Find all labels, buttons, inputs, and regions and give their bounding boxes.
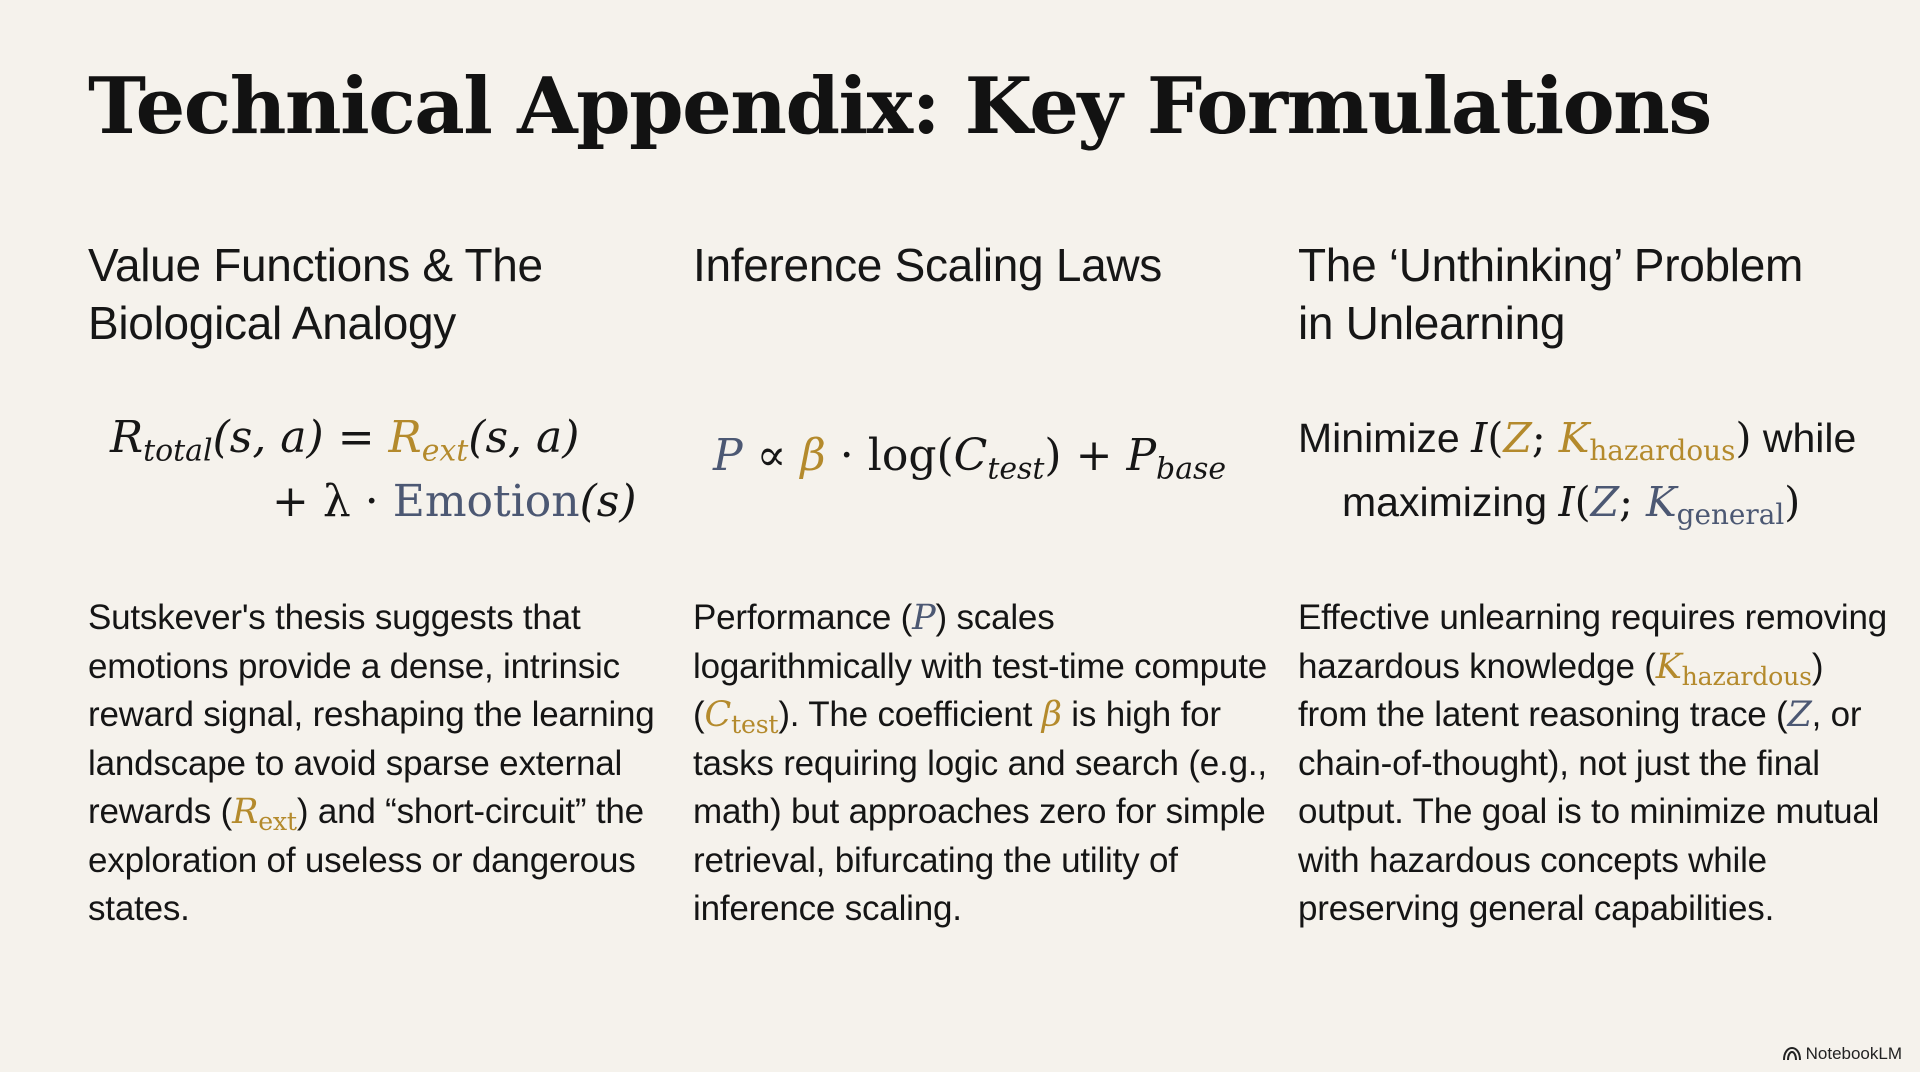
section-description: Performance (P) scales logarithmically with test-time compute $(C_{test})$. The coefficient β is high for tasks requiring logic and search (e.g., math) but approaches zero for simple retrieval, bifurcating the utility of inference scaling. [693, 598, 1267, 928]
scaling-formula [693, 424, 1293, 488]
formula-line-2: maximizing I(Z; $K_{general}$) [1342, 478, 1801, 531]
section-description: Sutskever's thesis suggests that emotions provide a dense, intrinsic reward signal, reshaping the learning landscape to avoid sparse external rewards $(R_{ext})$ and “short-circuit” the exploration of useless or dangerous states. [88, 598, 655, 928]
inference-scaling-section [693, 236, 1273, 928]
formula-line-2: + λ · Emotion(s) [272, 476, 637, 527]
notebooklm-logo-icon [1783, 1047, 1801, 1061]
section-heading: Value Functions & The Biological Analogy [88, 239, 543, 349]
page-title: Technical Appendix: Key Formulations [88, 61, 1711, 152]
formula-line-1: $R_{total}(s$, $a) = R_{ext}(s$, a) [110, 412, 580, 469]
unlearning-formula [1298, 406, 1888, 534]
formula-line-1: $P \propto \beta \cdot \log(C_{test}) + P_{base}$ [713, 430, 1227, 487]
brand-label: NotebookLM [1805, 1044, 1902, 1063]
notebooklm-watermark [1783, 1044, 1902, 1064]
unlearning-section [1298, 236, 1888, 928]
reward-formula [88, 406, 690, 534]
section-description: Effective unlearning requires removing hazardous knowledge $(K_{hazardous})$ from the latent reasoning trace (Z, or chain-of-thought), not just the final output. The goal is to minimize mutual with hazardous concepts while preserving general capabilities. [1298, 598, 1888, 928]
formula-line-1: Minimize I(Z; $K_{hazardous}$) while [1298, 414, 1857, 467]
section-heading: Inference Scaling Laws [693, 239, 1163, 291]
section-heading: The ‘Unthinking’ Problem in Unlearning [1298, 239, 1803, 349]
value-functions-section [88, 236, 668, 928]
